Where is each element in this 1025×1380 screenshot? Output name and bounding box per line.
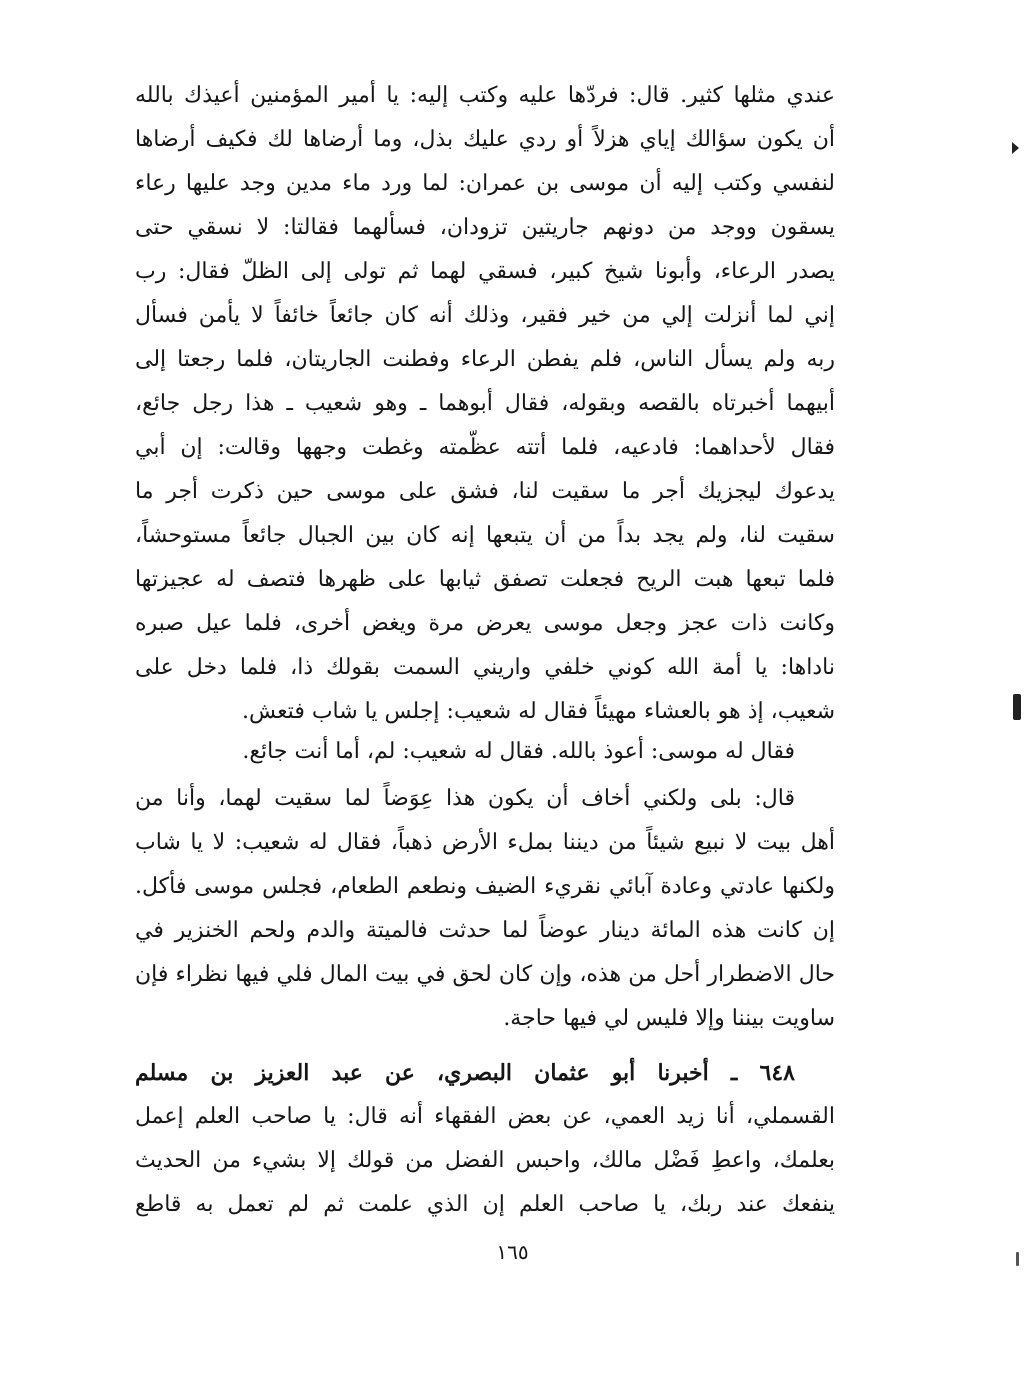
text-line: فقال له موسى: أعوذ بالله. فقال له شعيب: لم، أما أنت جائع. bbox=[242, 739, 795, 764]
paragraph-2 bbox=[135, 730, 835, 774]
text-line: وكانت ذات عجز وجعل موسى يعرض مرة ويغض أخرى، فلما عيل صبره bbox=[135, 611, 835, 636]
text-line: ولكنها عادتي وعادة آبائي نقريء الضيف ونطعم الطعام، فجلس موسى فأكل. bbox=[135, 874, 835, 899]
text-line: عندي مثلها كثير. قال: فردّها عليه وكتب إليه: يا أمير المؤمنين أعيذك بالله bbox=[135, 83, 835, 108]
text-line: إن كانت هذه المائة دينار عوضاً لما حدثت فالميتة والدم ولحم الخنزير في bbox=[135, 918, 835, 943]
text-line: يصدر الرعاء، وأبونا شيخ كبير، فسقي لهما ثم تولى إلى الظلّ فقال: رب bbox=[135, 259, 835, 284]
text-line: يدعوك ليجزيك أجر ما سقيت لنا، فشق على موسى حين ذكرت أجر ما bbox=[135, 479, 835, 504]
text-line: شعيب، إذ هو بالعشاء مهيئاً فقال له شعيب: إجلس يا شاب فتعش. bbox=[242, 699, 835, 724]
hadith-heading-line: ٦٤٨ ـ أخبرنا أبو عثمان البصري، عن عبد العزيز بن مسلم bbox=[135, 1060, 795, 1086]
text-line: حال الاضطرار أحل من هذه، وإن كان لحق في بيت المال فلي فيها نظراء فإن bbox=[135, 962, 835, 987]
margin-mark bbox=[1016, 1252, 1019, 1266]
text-line: فلما تبعها هبت الريح فجعلت تصفق ثيابها على ظهرها فتصف له عجيزتها bbox=[135, 567, 835, 592]
paragraph-4 bbox=[135, 1051, 835, 1227]
text-line: أهل بيت لا نبيع شيئاً من ديننا بملء الأرض ذهباً، فقال له شعيب: لا يا شاب bbox=[135, 830, 835, 855]
text-line: أن يكون سؤالك إياي هزلاً أو ردي عليك بذل، وما أرضاها لك فكيف أرضاها bbox=[135, 127, 835, 152]
text-line: إني لما أنزلت إلي من خير فقير، وذلك أنه كان جائعاً خائفاً لا يأمن فسأل bbox=[135, 303, 835, 328]
margin-mark bbox=[1012, 142, 1019, 154]
text-line: ينفعك عند ربك، يا صاحب العلم إن الذي علمت ثم لم تعمل به قاطع bbox=[135, 1192, 835, 1217]
page-number: ١٦٥ bbox=[496, 1240, 529, 1264]
paragraph-3 bbox=[135, 777, 835, 1041]
text-line: ساويت بيننا وإلا فليس لي فيها حاجة. bbox=[503, 1006, 835, 1031]
text-line: يسقون ووجد من دونهم جاريتين تزودان، فسألهما فقالتا: لا نسقي حتى bbox=[135, 215, 835, 240]
text-line: سقيت لنا، ولم يجد بداً من أن يتبعها إنه كان بين الجبال جائعاً مستوحشاً، bbox=[135, 523, 835, 548]
text-line: أبيهما أخبرتاه بالقصه وبقوله، فقال أبوهما ـ وهو شعيب ـ هذا رجل جائع، bbox=[135, 391, 835, 416]
text-line: بعلمك، واعطِ فَضْل مالك، واحبس الفضل من قولك إلا بشيء من الحديث bbox=[135, 1148, 835, 1173]
text-line: القسملي، أنا زيد العمي، عن بعض الفقهاء أنه قال: يا صاحب العلم إعمل bbox=[135, 1104, 835, 1129]
margin-mark bbox=[1013, 694, 1021, 720]
text-line: ناداها: يا أمة الله كوني خلفي واريني السمت بقولك ذا، فلما دخل على bbox=[135, 655, 835, 680]
paragraph-1 bbox=[135, 74, 835, 734]
text-line: قال: بلى ولكني أخاف أن يكون هذا عِوَضاً لما سقيت لهما، وأنا من bbox=[135, 786, 795, 811]
text-line: ربه ولم يسأل الناس، فلم يفطن الرعاء وفطنت الجاريتان، فلما رجعتا إلى bbox=[135, 347, 835, 372]
text-line: فقال لأحداهما: فادعيه، فلما أتته عظّمته وغطت وجهها وقالت: إن أبي bbox=[135, 435, 835, 460]
text-line: لنفسي وكتب إليه أن موسى بن عمران: لما ورد ماء مدين وجد عليها رعاء bbox=[135, 171, 835, 196]
